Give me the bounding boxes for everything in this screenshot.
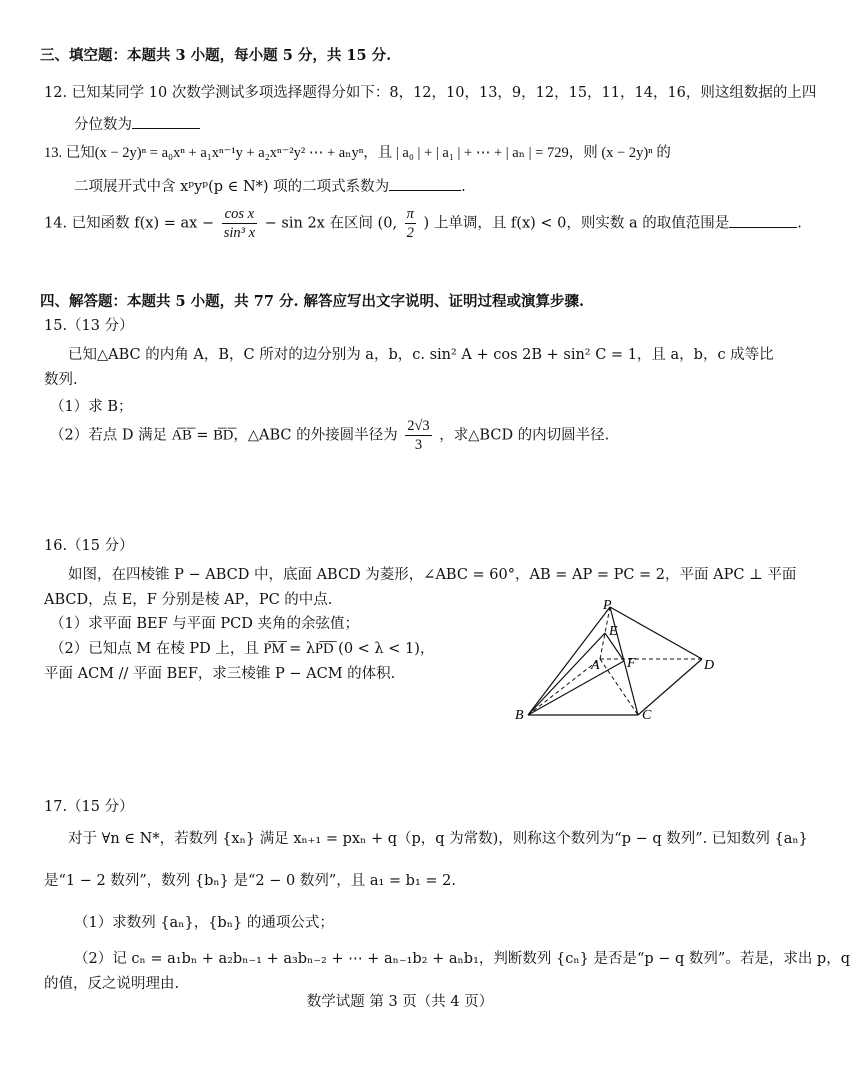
edge-PD bbox=[610, 607, 702, 659]
question-text: 已知(x − 2y)ⁿ = a₀xⁿ + a₁xⁿ⁻¹y + a₂xⁿ⁻²y² ⋯ + aₙyⁿ，且 | a₀ | + | a₁ | + ⋯ + | aₙ | = 729，则 (x − 2y)ⁿ 的 bbox=[65, 145, 671, 161]
fraction-numerator: 2√3 bbox=[407, 418, 430, 434]
section-4-heading: 四、解答题：本题共 5 小题，共 77 分. 解答应写出文字说明、证明过程或演算步骤. bbox=[40, 293, 585, 310]
label-E: E bbox=[609, 624, 618, 639]
segment-BF bbox=[528, 661, 624, 715]
pyramid-figure bbox=[505, 597, 730, 727]
segment-BE bbox=[528, 633, 605, 715]
answer-blank[interactable] bbox=[389, 176, 461, 191]
question-17-line-1: 对于 ∀n ∈ N*，若数列 {xₙ} 满足 xₙ₊₁ = pxₙ + q（p，q 为常数)，则称这个数列为“p − q 数列”. 已知数列 {aₙ} bbox=[68, 831, 808, 847]
question-text: 二项展开式中含 xᵖyᵖ(p ∈ N*) 项的二项式系数为 bbox=[74, 179, 390, 195]
label-F: F bbox=[627, 656, 636, 671]
edge-CD bbox=[638, 659, 702, 715]
label-A: A bbox=[591, 658, 600, 673]
answer-blank[interactable] bbox=[132, 114, 200, 129]
question-12 bbox=[44, 81, 816, 102]
label-B: B bbox=[515, 708, 524, 723]
question-15-header: 15.（13 分） bbox=[44, 318, 134, 334]
question-number: 14. bbox=[44, 215, 68, 232]
question-15-part-1: （1）求 B； bbox=[50, 399, 133, 415]
question-16-header: 16.（15 分） bbox=[44, 538, 134, 554]
question-17-part-1: （1）求数列 {aₙ}，{bₙ} 的通项公式； bbox=[74, 915, 334, 931]
fraction-denominator: sin³ x bbox=[223, 225, 256, 241]
question-text: ，求△BCD 的内切圆半径. bbox=[439, 427, 610, 444]
fraction-denominator: 3 bbox=[414, 437, 423, 453]
fraction-pi-over-2 bbox=[405, 205, 416, 242]
question-text: 分位数为 bbox=[74, 117, 132, 133]
question-17-line-2: 是“1 − 2 数列”，数列 {bₙ} 是“2 − 0 数列”，且 a₁ = b₁ = 2. bbox=[44, 873, 456, 889]
question-16-line-1: 如图，在四棱锥 P − ABCD 中，底面 ABCD 为菱形，∠ABC = 60°，AB = AP = PC = 2，平面 APC ⊥ 平面 bbox=[68, 567, 797, 583]
question-15-line-1: 已知△ABC 的内角 A，B，C 所对的边分别为 a，b，c. sin² A + cos 2B + sin² C = 1，且 a，b，c 成等比 bbox=[68, 347, 774, 363]
fraction-denominator: 2 bbox=[406, 225, 414, 241]
question-text: 已知某同学 10 次数学测试多项选择题得分如下：8，12，10，13，9，12，15，11，14，16，则这组数据的上四 bbox=[71, 85, 817, 101]
label-C: C bbox=[642, 708, 652, 723]
question-number: 12. bbox=[44, 85, 68, 101]
question-13-line-2: 二项展开式中含 xᵖyᵖ(p ∈ N*) 项的二项式系数为 . bbox=[74, 175, 466, 196]
fraction-numerator: cos x bbox=[222, 205, 257, 224]
question-16-part-2: （2）已知点 M 在棱 PD 上，且 P͞M͞ = λP͞D͞ (0 < λ < 1)， bbox=[50, 641, 435, 657]
question-13 bbox=[44, 141, 671, 162]
question-17-line-3: 的值，反之说明理由. bbox=[44, 976, 180, 992]
label-P: P bbox=[603, 598, 612, 613]
question-17-part-2: （2）记 cₙ = a₁bₙ + a₂bₙ₋₁ + a₃bₙ₋₂ + ⋯ + aₙ₋₁b₂ + aₙb₁，判断数列 {cₙ} 是否是“p − q 数列”。若是，求出 p，q bbox=[74, 951, 850, 967]
question-text: ) 上单调，且 f(x) < 0，则实数 a 的取值范围是 bbox=[423, 215, 730, 232]
question-16-line-3: 平面 ACM // 平面 BEF，求三棱锥 P − ACM 的体积. bbox=[44, 666, 396, 682]
question-16-line-2: ABCD，点 E，F 分别是棱 AP，PC 的中点. bbox=[44, 592, 333, 608]
question-text: − sin 2x 在区间 (0, bbox=[264, 215, 398, 232]
question-text: 已知函数 f(x) = ax − bbox=[71, 215, 215, 232]
question-text: （2）若点 D 满足 A͞B͞ = B͞D͞，△ABC 的外接圆半径为 bbox=[50, 427, 398, 444]
label-D: D bbox=[704, 658, 715, 673]
fraction-circumradius bbox=[405, 417, 431, 454]
question-number: 13. bbox=[44, 145, 63, 161]
question-12-line-2 bbox=[74, 113, 200, 134]
question-14: 14. 已知函数 f(x) = ax − $\frac{\text{cos x}}{\text{sin³ x}}$ − sin 2x 在区间 (0, $\frac{\pi}{2}$ ) 上单调，且 f(x) < 0，则实数 a 的取值范围是 . bbox=[44, 206, 802, 241]
fraction-cos-over-sin-cubed bbox=[222, 205, 257, 242]
question-15-part-2 bbox=[50, 417, 609, 454]
page-footer: 数学试题 第 3 页（共 4 页） bbox=[306, 994, 494, 1010]
question-15-line-2: 数列. bbox=[44, 372, 78, 388]
question-16-part-1: （1）求平面 BEF 与平面 PCD 夹角的余弦值； bbox=[50, 616, 359, 632]
answer-blank[interactable] bbox=[729, 213, 797, 228]
question-17-header: 17.（15 分） bbox=[44, 799, 134, 815]
section-3-heading: 三、填空题：本题共 3 小题，每小题 5 分，共 15 分. bbox=[40, 47, 392, 64]
fraction-numerator: π bbox=[406, 206, 414, 222]
